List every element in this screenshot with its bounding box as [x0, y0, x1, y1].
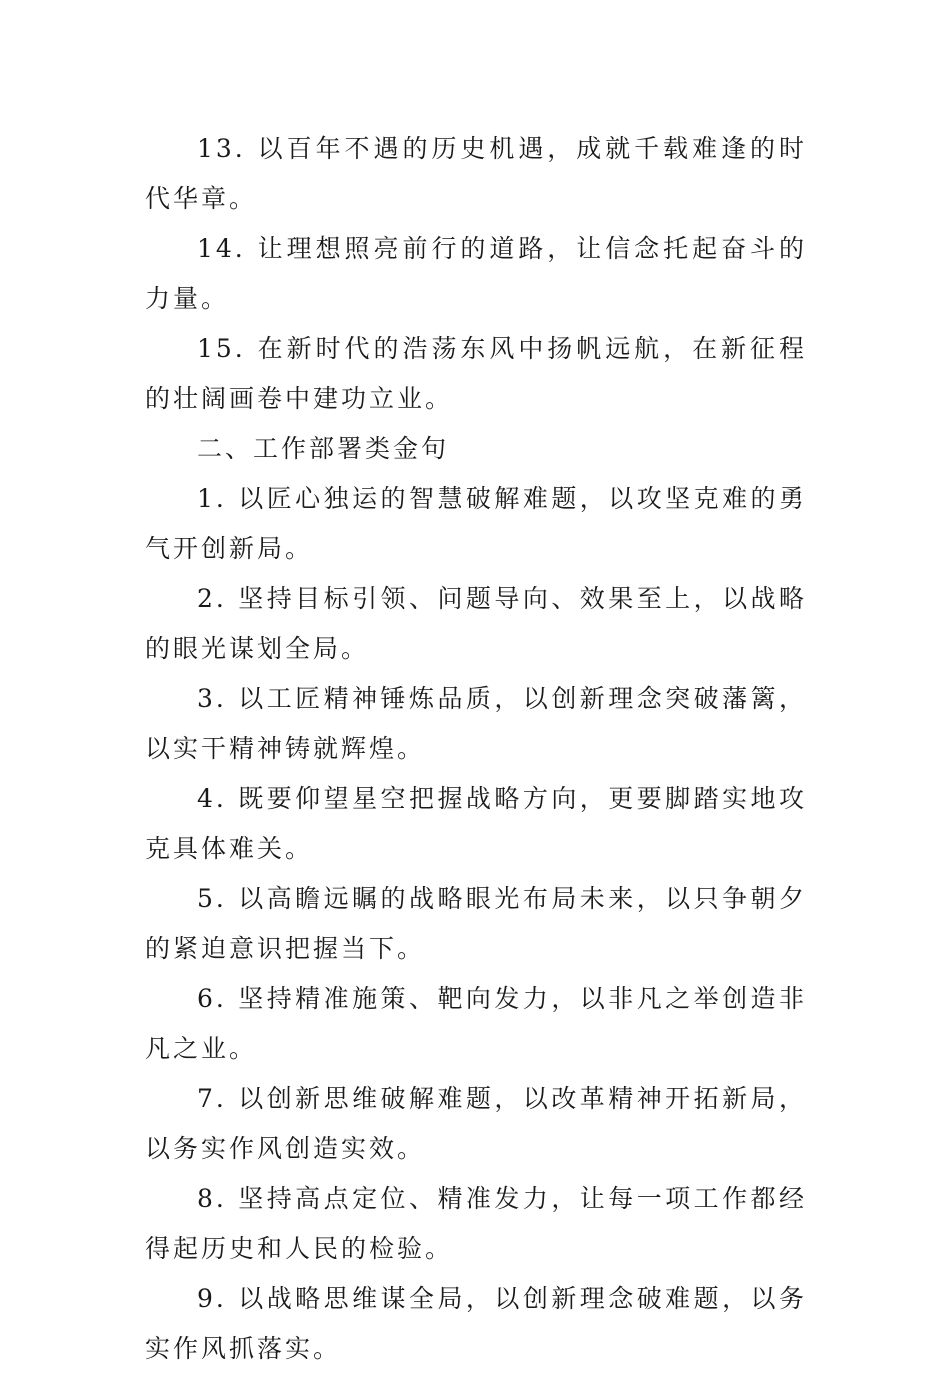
paragraph-1: 1. 以匠心独运的智慧破解难题，以攻坚克难的勇气开创新局。	[145, 484, 807, 563]
paragraph-14: 14. 让理想照亮前行的道路，让信念托起奋斗的力量。	[145, 234, 807, 313]
paragraph-13: 13. 以百年不遇的历史机遇，成就千载难逢的时代华章。	[145, 134, 807, 213]
paragraph-6: 6. 坚持精准施策、靶向发力，以非凡之举创造非凡之业。	[145, 984, 807, 1063]
document-page	[145, 124, 807, 1374]
paragraph-9: 9. 以战略思维谋全局，以创新理念破难题，以务实作风抓落实。	[145, 1284, 807, 1363]
paragraph-3: 3. 以工匠精神锤炼品质，以创新理念突破藩篱，以实干精神铸就辉煌。	[145, 684, 807, 763]
paragraph-7: 7. 以创新思维破解难题，以改革精神开拓新局，以务实作风创造实效。	[145, 1084, 807, 1163]
paragraph-4: 4. 既要仰望星空把握战略方向，更要脚踏实地攻克具体难关。	[145, 784, 807, 863]
paragraph-15: 15. 在新时代的浩荡东风中扬帆远航，在新征程的壮阔画卷中建功立业。	[145, 334, 807, 413]
paragraph-2: 2. 坚持目标引领、问题导向、效果至上，以战略的眼光谋划全局。	[145, 584, 807, 663]
paragraph-8: 8. 坚持高点定位、精准发力，让每一项工作都经得起历史和人民的检验。	[145, 1184, 807, 1263]
section-heading: 二、工作部署类金句	[197, 434, 450, 463]
paragraph-5: 5. 以高瞻远瞩的战略眼光布局未来，以只争朝夕的紧迫意识把握当下。	[145, 884, 807, 963]
